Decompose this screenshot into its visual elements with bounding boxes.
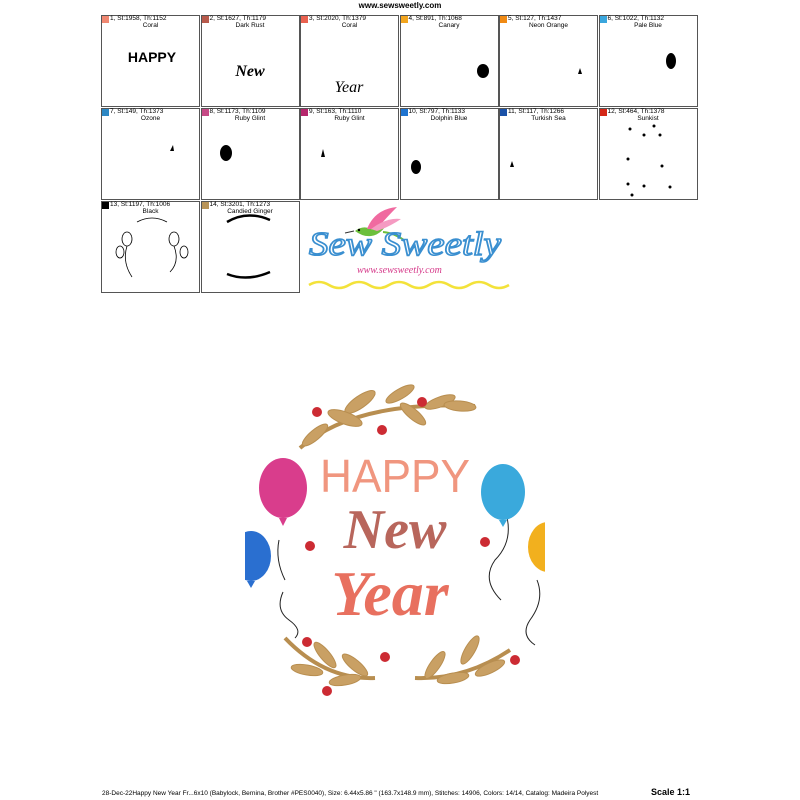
- color-block: [101, 108, 200, 200]
- color-block-name: Candied Ginger: [227, 208, 273, 215]
- site-url[interactable]: www.sewsweetly.com: [358, 1, 442, 10]
- sew-sweetly-logo: [305, 205, 520, 295]
- color-block: [599, 15, 698, 107]
- color-block: [300, 15, 399, 107]
- color-block: [101, 201, 200, 293]
- color-block-name: Ruby Glint: [234, 115, 266, 122]
- pink-balloon: [259, 458, 307, 526]
- color-block: [499, 108, 598, 200]
- color-block-name: Coral: [142, 22, 159, 29]
- svg-text:New: New: [234, 63, 265, 80]
- logo-wave: [309, 282, 509, 288]
- color-block-name: Sunkist: [637, 115, 659, 122]
- blue-balloon-right: [481, 464, 525, 527]
- logo-brand: Sew Sweetly: [309, 226, 503, 263]
- color-block: [400, 108, 499, 200]
- color-block-preview: [401, 109, 500, 201]
- design-line-happy: HAPPY: [320, 450, 470, 502]
- top-branch: [300, 382, 477, 449]
- color-block-name: Dolphin Blue: [430, 115, 468, 122]
- color-block-name: Coral: [341, 22, 358, 29]
- color-block-preview: [500, 16, 599, 108]
- color-block-info: 11, St:117, Th:1266: [508, 108, 565, 115]
- logo-url[interactable]: www.sewsweetly.com: [357, 265, 442, 276]
- color-block-info: 9, St:163, Th:1110: [309, 108, 362, 115]
- color-block-preview: [301, 16, 400, 108]
- color-block-preview: [102, 16, 201, 108]
- svg-text:HAPPY: HAPPY: [127, 49, 177, 65]
- color-block-info: 10, St:797, Th:1133: [408, 108, 465, 115]
- color-block-info: 2, St:1627, Th:1179: [209, 15, 266, 22]
- color-block-name: Canary: [438, 22, 460, 29]
- color-block-info: 3, St:2020, Th:1379: [309, 15, 366, 22]
- color-block-name: Pale Blue: [634, 22, 662, 29]
- blue-balloon-left: [245, 531, 271, 588]
- color-block-name: Ozone: [140, 115, 161, 122]
- design-line-year: Year: [331, 558, 449, 629]
- color-block-preview: [600, 109, 699, 201]
- color-block-info: 7, St:149, Th:1373: [110, 108, 164, 115]
- color-block-name: Black: [142, 208, 159, 215]
- color-block-info: 8, St:1173, Th:1109: [209, 108, 266, 115]
- color-block-preview: [102, 202, 201, 294]
- color-block: [400, 15, 499, 107]
- color-block: [300, 108, 399, 200]
- color-block: [599, 108, 698, 200]
- design-info-footer: 28-Dec-22Happy New Year Fr...6x10 (Babylock, Bernina, Brother #PES0040), Size: 6.44x5.86 " (163.7x148.9 mm), Stitches: 14906, Colors: 14/14, Catalog: Madeira Polyest: [102, 790, 599, 797]
- color-block-info: 13, St:1197, Th:1006: [110, 201, 171, 208]
- color-block-info: 12, St:464, Th:1378: [607, 108, 665, 115]
- scale-label: Scale 1:1: [651, 787, 691, 797]
- color-block-preview: [600, 16, 699, 108]
- color-block-name: Ruby Glint: [334, 115, 365, 122]
- color-block-info: 1, St:1958, Th:1152: [110, 15, 167, 22]
- color-block-preview: [301, 109, 400, 201]
- color-block-preview: [202, 16, 301, 108]
- color-block-preview: [500, 109, 599, 201]
- color-block: [101, 15, 200, 107]
- color-block-preview: [202, 109, 301, 201]
- color-block-name: Turkish Sea: [531, 115, 566, 122]
- color-block-info: 14, St:3201, Th:1273: [209, 201, 271, 208]
- color-block-preview: [202, 202, 301, 294]
- color-block: [201, 108, 300, 200]
- svg-text:Year: Year: [334, 79, 364, 96]
- color-block: [499, 15, 598, 107]
- embroidery-design: [245, 380, 545, 700]
- color-block-info: 5, St:127, Th:1437: [508, 15, 562, 22]
- design-line-new: New: [343, 499, 447, 561]
- color-block-info: 4, St:891, Th:1068: [408, 15, 462, 22]
- color-block-info: 6, St:1022, Th:1132: [607, 15, 664, 22]
- color-block-name: Dark Rust: [235, 22, 265, 29]
- yellow-balloon: [528, 522, 545, 572]
- color-block-preview: [401, 16, 500, 108]
- color-block-preview: [102, 109, 201, 201]
- color-block-name: Neon Orange: [528, 22, 569, 29]
- color-block: [201, 15, 300, 107]
- color-block: [201, 201, 300, 293]
- bottom-branch: [285, 634, 510, 688]
